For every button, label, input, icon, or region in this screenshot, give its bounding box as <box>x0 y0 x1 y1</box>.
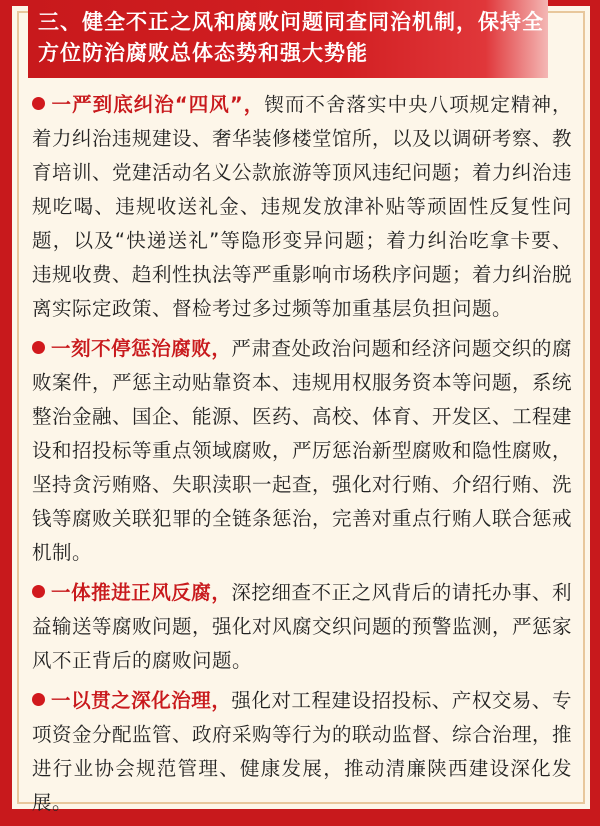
paragraph-body: 严肃查处政治问题和经济问题交织的腐败案件，严惩主动贴靠资本、违规用权服务资本等问题，系统整治金融、国企、能源、医药、高校、体育、开发区、工程建设和招投标等重点领域腐败，严厉惩治新型腐败和隐性腐败，坚持贪污贿赂、失职渎职一起查，强化对行贿、介绍行贿、洗钱等腐败关联犯罪的全链条惩治，完善对重点行贿人联合惩戒机制。 <box>32 337 573 564</box>
bullet-dot-icon <box>32 341 45 354</box>
paragraph-4 <box>32 684 572 820</box>
paragraph-lead: 一体推进正风反腐， <box>51 581 232 604</box>
content-body <box>32 88 572 826</box>
paragraph-1 <box>32 88 572 326</box>
paragraph-lead: 一刻不停惩治腐败， <box>51 337 232 360</box>
section-title: 三、健全不正之风和腐败问题同查同治机制，保持全方位防治腐败总体态势和强大势能 <box>38 10 544 65</box>
bullet-dot-icon <box>32 693 45 706</box>
paragraph-body: 深挖细查不正之风背后的请托办事、利益输送等腐败问题，强化对风腐交织问题的预警监测，严惩家风不正背后的腐败问题。 <box>32 581 573 672</box>
paragraph-lead: 一严到底纠治“四风”， <box>51 93 265 116</box>
paragraph-3 <box>32 576 572 678</box>
bullet-dot-icon <box>32 585 45 598</box>
paragraph-2 <box>32 332 572 570</box>
paragraph-body: 强化对工程建设招投标、产权交易、专项资金分配监管、政府采购等行为的联动监督、综合治理，推进行业协会规范管理、健康发展，推动清廉陕西建设深化发展。 <box>32 689 573 814</box>
paragraph-body: 锲而不舍落实中央八项规定精神，着力纠治违规建设、奢华装修楼堂馆所，以及以调研考察、教育培训、党建活动名义公款旅游等顶风违纪问题；着力纠治违规吃喝、违规收送礼金、违规发放津补贴等顽固性反复性问题，以及“快递送礼”等隐形变异问题；着力纠治吃拿卡要、违规收费、趋利性执法等严重影响市场秩序问题；着力纠治脱离实际定政策、督检考过多过频等加重基层负担问题。 <box>32 93 573 320</box>
bullet-dot-icon <box>32 97 45 110</box>
paragraph-lead: 一以贯之深化治理， <box>51 689 232 712</box>
